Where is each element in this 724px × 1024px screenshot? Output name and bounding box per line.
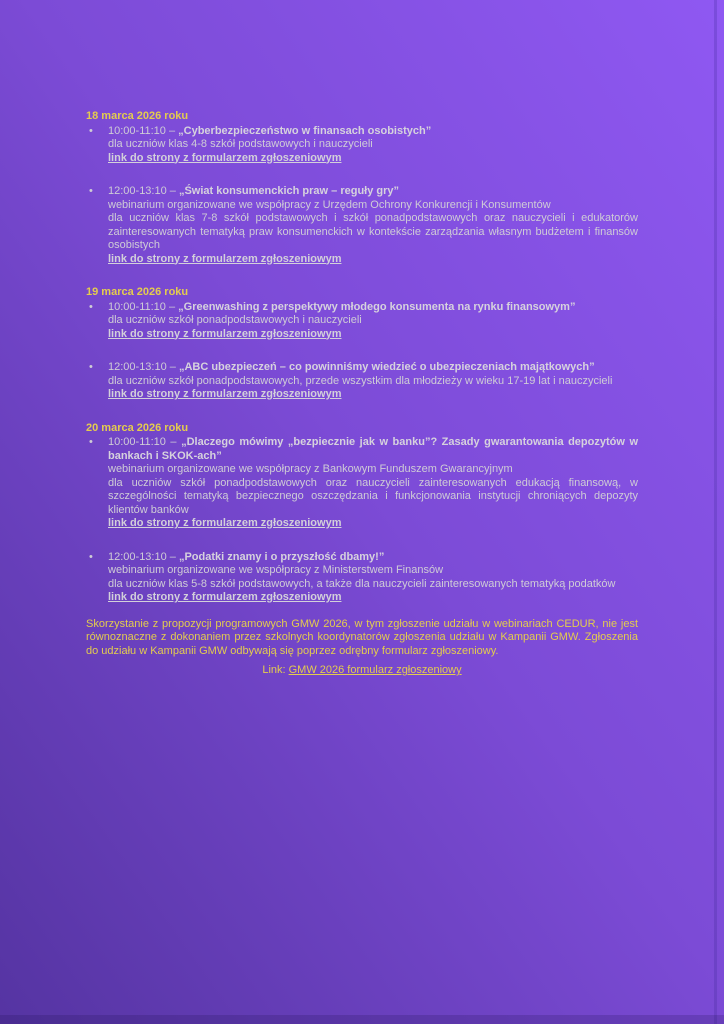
- event-item: [86, 301, 638, 342]
- event-detail: dla uczniów szkół ponadpodstawowych, przede wszystkim dla młodzieży w wieku 17-19 lat i nauczycieli: [108, 374, 613, 387]
- registration-link[interactable]: link do strony z formularzem zgłoszeniowym: [108, 327, 342, 340]
- event-title: „Podatki znamy i o przyszłość dbamy!”: [178, 550, 385, 563]
- event-title-line: [108, 361, 638, 375]
- event-title: „Cyberbezpieczeństwo w finansach osobistych”: [178, 124, 432, 137]
- footer-link-label: Link:: [262, 664, 286, 676]
- event-title: „Dlaczego mówimy „bezpiecznie jak w banku”? Zasady gwarantowania depozytów w bankach i SKOK-ach”: [108, 436, 638, 462]
- event-detail: dla uczniów szkół ponadpodstawowych oraz nauczycieli zainteresowanych edukacją finansową, w szczególności tematyką bezpiecznego oszczędzania i funkcjonowania instytucji chroniących depozyty klientów banków: [108, 476, 638, 516]
- event-detail: dla uczniów klas 4-8 szkół podstawowych i nauczycieli: [108, 138, 373, 150]
- event-time: 10:00-11:10 –: [108, 436, 182, 448]
- schedule-section: [86, 422, 638, 605]
- footer-link-line: [86, 664, 638, 678]
- event-title-line: [108, 301, 638, 315]
- footer-link[interactable]: GMW 2026 formularz zgłoszeniowy: [288, 664, 462, 676]
- event-title: „Greenwashing z perspektywy młodego konsumenta na rynku finansowym”: [178, 300, 576, 313]
- event-time: 12:00-13:10 –: [108, 550, 179, 563]
- date-heading: 18 marca 2026 roku: [86, 110, 189, 122]
- event-detail: dla uczniów klas 5-8 szkół podstawowych, a także dla nauczycieli zainteresowanych tematyką podatków: [108, 577, 616, 590]
- date-heading: 20 marca 2026 roku: [86, 421, 189, 434]
- event-item: [86, 551, 638, 605]
- registration-link[interactable]: link do strony z formularzem zgłoszeniowym: [108, 591, 342, 603]
- event-detail: webinarium organizowane we współpracy z Ministerstwem Finansów: [108, 564, 444, 576]
- event-item: [86, 185, 638, 266]
- bullet-icon: [89, 301, 93, 315]
- event-item: [86, 361, 638, 402]
- event-detail: dla uczniów klas 7-8 szkół podstawowych i szkół ponadpodstawowych oraz nauczycieli i edukatorów zainteresowanych tematyką praw konsumenckich w kontekście zarządzania własnym budżetem i finansów osobistych: [108, 212, 638, 251]
- registration-link[interactable]: link do strony z formularzem zgłoszeniowym: [108, 151, 342, 164]
- schedule-section: [86, 110, 638, 266]
- registration-link[interactable]: link do strony z formularzem zgłoszeniowym: [108, 517, 342, 529]
- event-item: [86, 125, 638, 166]
- event-detail: webinarium organizowane we współpracy z Urzędem Ochrony Konkurencji i Konsumentów: [108, 198, 551, 211]
- event-title: „ABC ubezpieczeń – co powinniśmy wiedzieć o ubezpieczeniach majątkowych”: [178, 361, 595, 373]
- bullet-icon: [89, 185, 93, 199]
- event-title-line: [108, 185, 638, 199]
- bullet-icon: [89, 436, 93, 450]
- event-title-line: [108, 551, 638, 565]
- event-detail: dla uczniów szkół ponadpodstawowych i nauczycieli: [108, 314, 362, 326]
- bullet-icon: [89, 125, 93, 139]
- date-heading: 19 marca 2026 roku: [86, 286, 189, 298]
- registration-link[interactable]: link do strony z formularzem zgłoszeniowym: [108, 252, 342, 265]
- event-time: 10:00-11:10 –: [108, 124, 179, 137]
- footer-note: Skorzystanie z propozycji programowych GMW 2026, w tym zgłoszenie udziału w webinariach CEDUR, nie jest równoznaczne z dokonaniem przez szkolnych koordynatorów zgłoszenia udziału w Kampanii GMW. Zgłoszenia do udziału w Kampanii GMW odbywają się poprzez odrębny formularz zgłoszeniowy.: [86, 617, 638, 657]
- event-time: 12:00-13:10 –: [108, 361, 179, 373]
- event-title-line: [108, 125, 638, 139]
- bullet-icon: [89, 361, 93, 375]
- schedule-section: [86, 286, 638, 402]
- event-detail: webinarium organizowane we współpracy z Bankowym Funduszem Gwarancyjnym: [108, 463, 513, 475]
- event-time: 12:00-13:10 –: [108, 185, 179, 197]
- event-item: [86, 436, 638, 531]
- event-time: 10:00-11:10 –: [108, 300, 179, 313]
- event-title-line: [108, 436, 638, 463]
- registration-link[interactable]: link do strony z formularzem zgłoszeniowym: [108, 388, 342, 400]
- event-title: „Świat konsumenckich praw – reguły gry”: [178, 185, 400, 197]
- bullet-icon: [89, 551, 93, 565]
